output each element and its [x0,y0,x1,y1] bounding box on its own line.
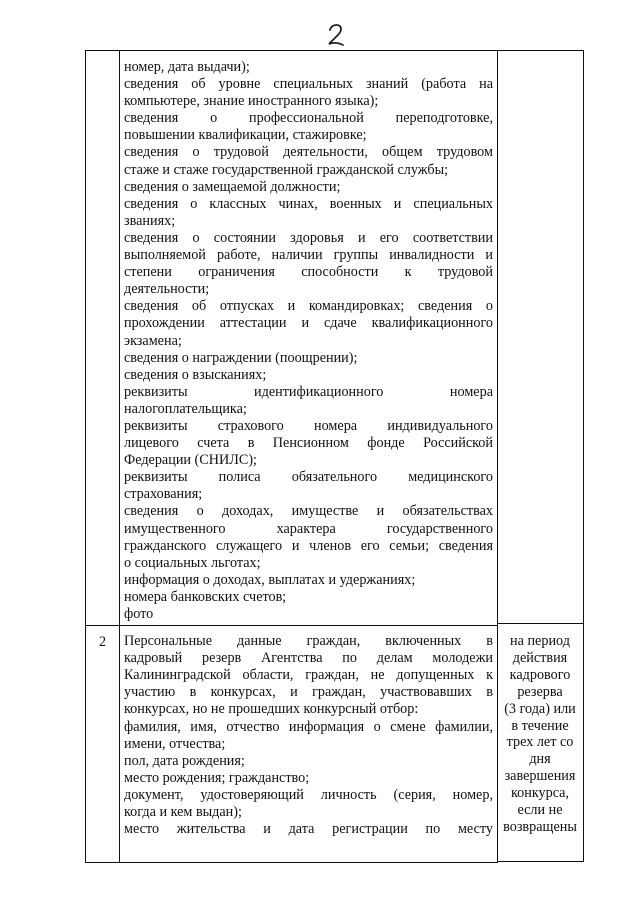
text-line: сведения об отпусках и командировках; сведения о [124,298,493,315]
text-line: гражданского служащего и членов его семьи; сведения [124,537,493,554]
text-line: имени, отчества; [124,735,226,752]
period-text-line: (3 года) или [504,700,576,717]
period-text-line: трех лет со [506,734,574,751]
row-description-cell [120,51,498,626]
row-number [86,51,119,59]
text-line: лицевого счета в Пенсионном фонде Российской [124,435,493,452]
text-line: Персональные данные граждан, включенных в [124,633,493,650]
text-line: фото [124,606,154,622]
text-line: компьютере, знание иностранного языка); [124,93,379,110]
text-line: имущественного характера государственного [124,520,493,537]
text-line: номера банковских счетов; [124,588,287,605]
row-description [120,626,497,838]
page-number-handwritten [326,22,346,48]
text-line: кадровый резерв Агентства по делам молодежи [124,650,493,667]
text-line: налогоплательщика; [124,400,247,417]
text-line: званиях; [124,212,176,229]
text-line: номер, дата выдачи); [124,59,250,75]
table-row [86,626,498,863]
period-text-line: дня [529,751,551,768]
period-text-line: возвращены [503,818,577,835]
text-line: сведения о классных чинах, военных и специальных [124,195,493,212]
text-line: реквизиты полиса обязательного медицинского [124,469,493,486]
text-line: место рождения; гражданство; [124,769,310,786]
period-text-line: в течение [511,717,569,734]
text-line: прохождении аттестации и сдаче квалификационного [124,315,493,332]
text-line: сведения о профессиональной переподготовке, [124,110,493,127]
storage-period-cell [497,51,583,624]
text-line: стаже и стаже государственной гражданской службы; [124,161,449,178]
storage-period-column [497,50,584,862]
text-line: сведения о награждении (поощрении); [124,349,358,366]
text-line: повышении квалификации, стажировке; [124,127,367,144]
text-line: информация о доходах, выплатах и удержаниях; [124,571,416,588]
row-description [120,51,497,625]
text-line: страхования; [124,486,203,503]
period-text-line: если не [517,802,563,819]
period-text-line: резерва [517,683,563,700]
period-text-line: кадрового [509,666,571,683]
row-number: 2 [98,634,107,651]
text-line: сведения о состоянии здоровья и его соответствии [124,229,493,246]
text-line: конкурсах, но не прошедших конкурсный отбор: [124,701,419,718]
text-line: пол, дата рождения; [124,752,245,769]
row-description-cell [120,626,498,863]
text-line: степени ограничения способности к трудовой [124,264,493,281]
row-number-cell [86,626,120,863]
text-line: сведения об уровне специальных знаний (работа на [124,76,493,93]
text-line: реквизиты идентификационного номера [124,383,493,400]
period-text-line: конкурса, [510,785,570,802]
storage-period-cell [497,624,583,836]
row-number-cell [86,51,120,626]
text-line: сведения о трудовой деятельности, общем трудовом [124,144,493,161]
text-line: место жительства и дата регистрации по месту [124,821,493,838]
table-row [86,51,498,626]
text-line: о социальных льготах; [124,554,261,571]
text-line: Федерации (СНИЛС); [124,452,257,469]
text-line: когда и кем выдан); [124,804,242,821]
text-line: документ, удостоверяющий личность (серия, номер, [124,786,493,803]
text-line: сведения о взысканиях; [124,366,267,383]
text-line: выполняемой работе, наличии группы инвалидности и [124,247,493,264]
text-line: фамилия, имя, отчество информация о смене фамилии, [124,718,493,735]
text-line: сведения о замещаемой должности; [124,178,341,195]
text-line: Калининградской области, граждан, не допущенных к [124,667,493,684]
data-table [85,50,498,863]
text-line: участию в конкурсах, и граждан, участвовавших в [124,684,493,701]
period-text-line: на период [510,633,570,649]
text-line: деятельности; [124,281,210,298]
period-text-line: действия [512,649,568,666]
text-line: экзамена; [124,332,182,349]
text-line: реквизиты страхового номера индивидуального [124,417,493,434]
period-text-line: завершения [504,768,576,785]
text-line: сведения о доходах, имуществе и обязательствах [124,503,493,520]
